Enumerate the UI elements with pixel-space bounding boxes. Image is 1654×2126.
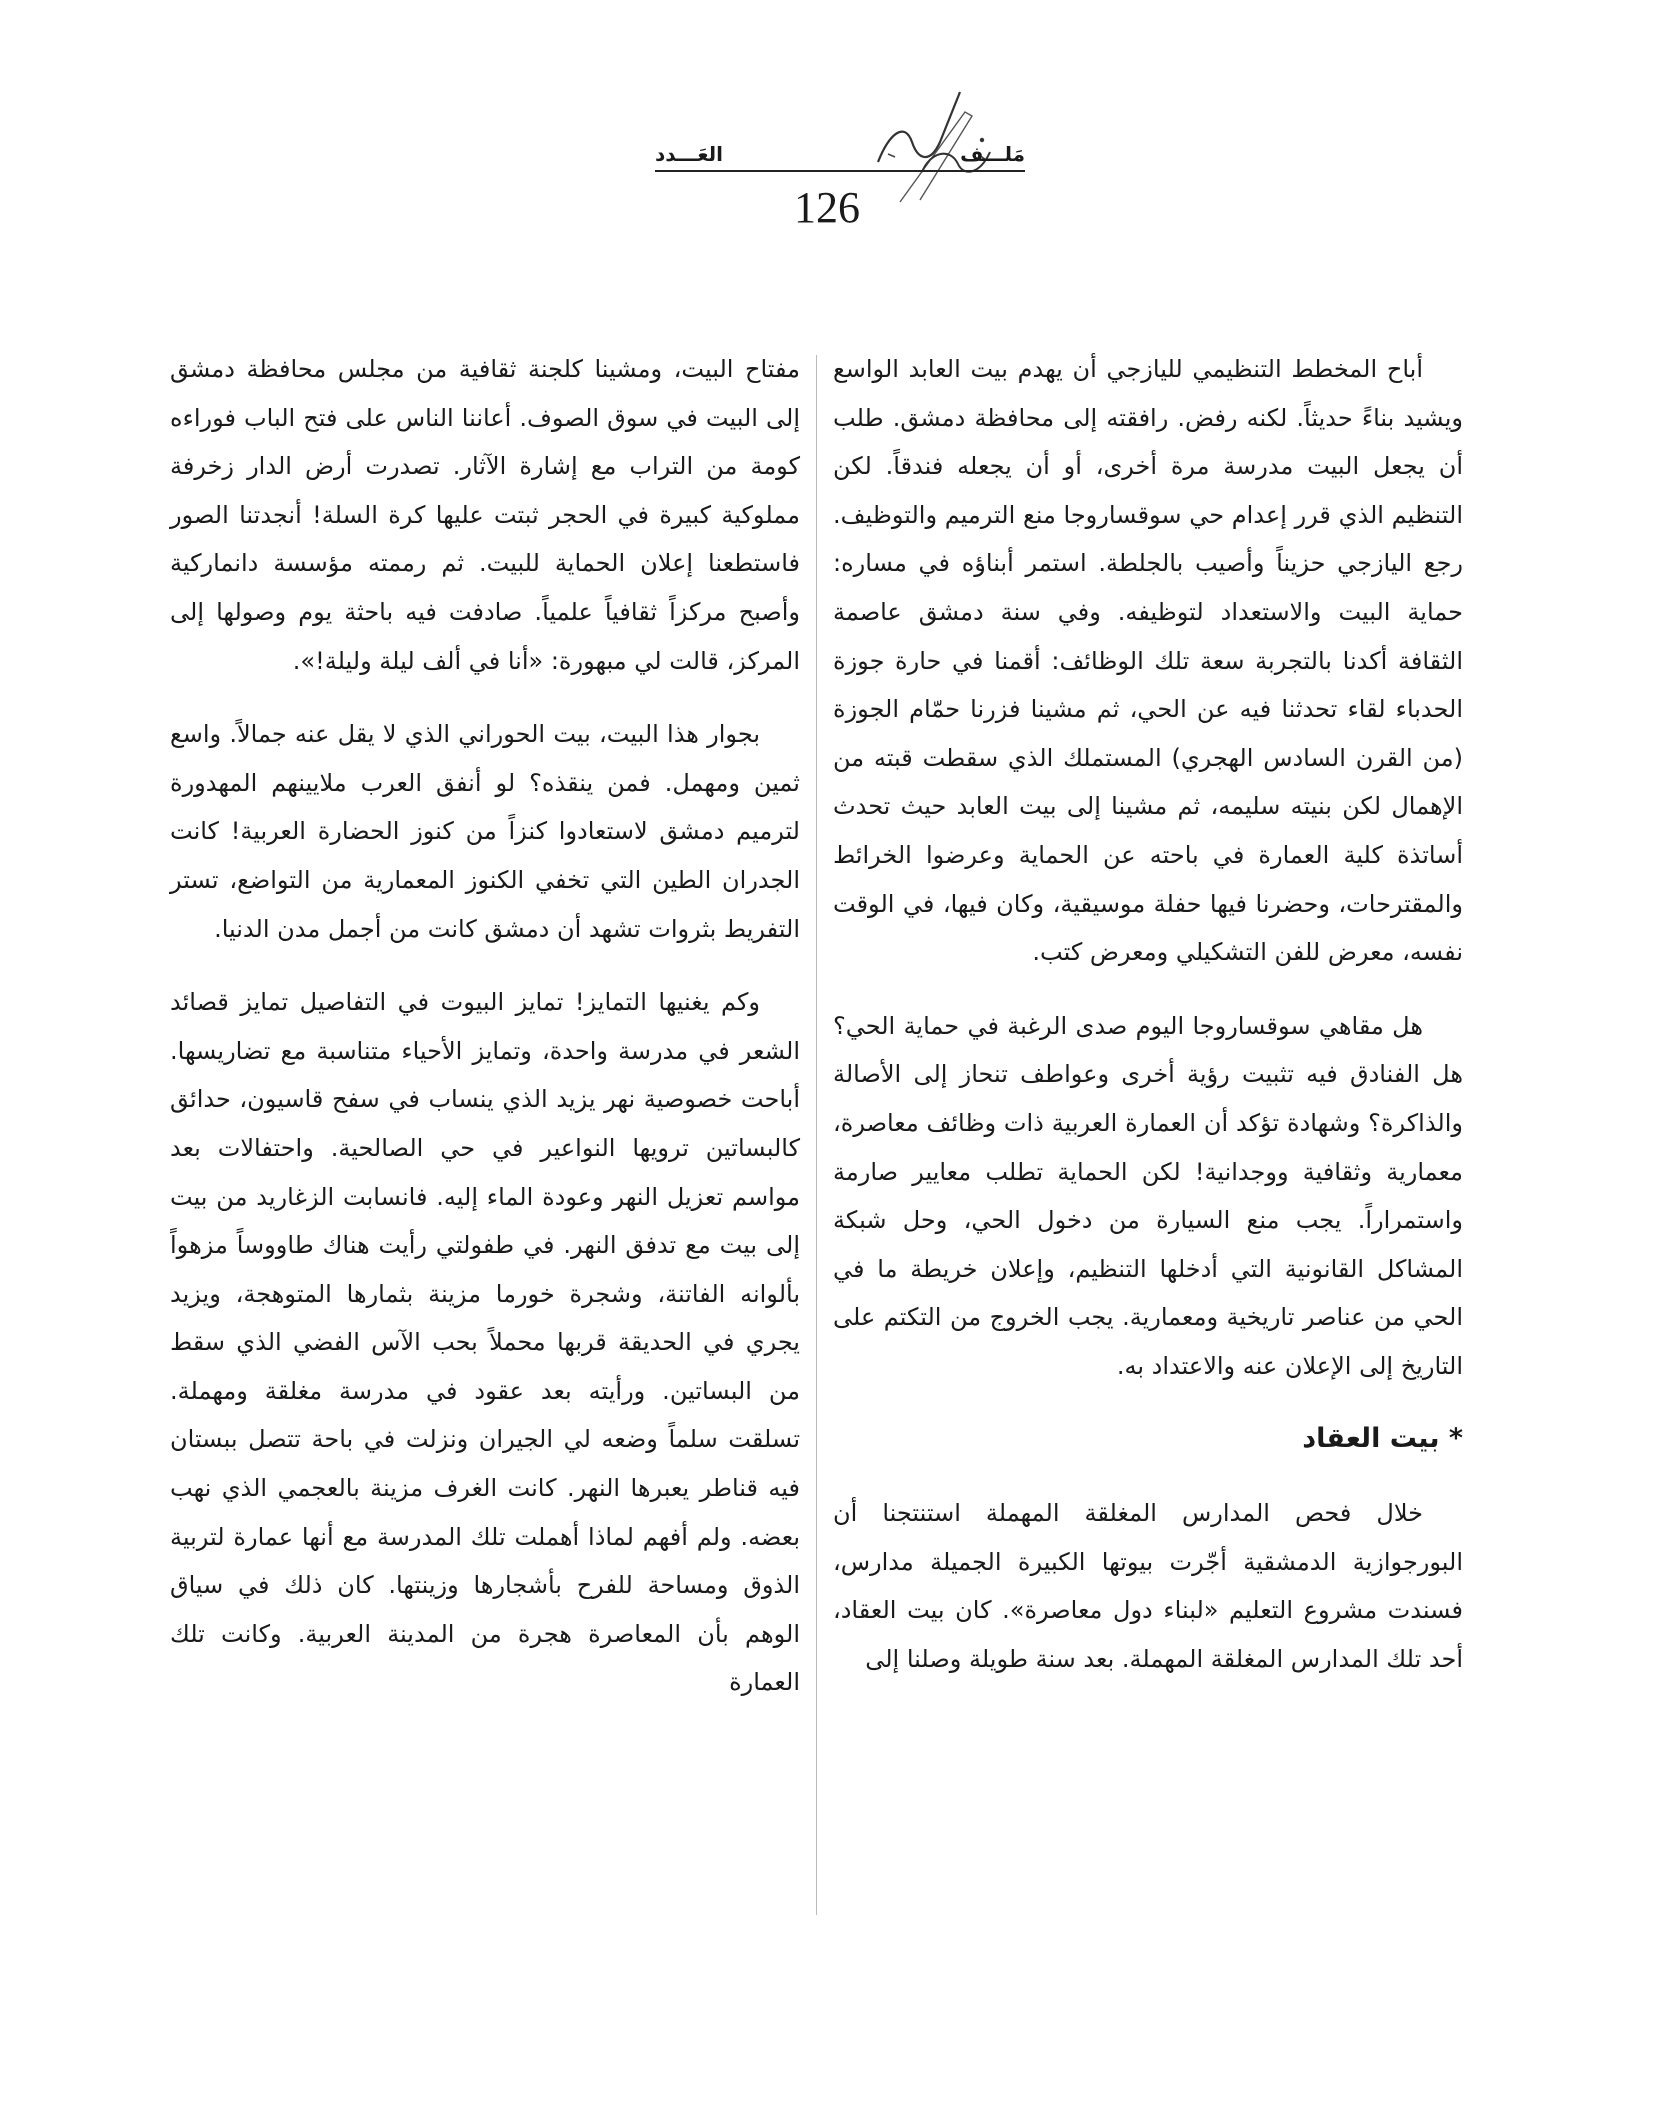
paragraph: أباح المخطط التنظيمي لليازجي أن يهدم بيت العابد الواسع ويشيد بناءً حديثاً. لكنه رفض. رافقته إلى محافظة دمشق. طلب أن يجعل البيت مدرسة مرة أخرى، أو أن يجعله فندقاً. لكن التنظيم الذي قرر إعدام حي سوقساروجا منع الترميم والتوظيف. رجع اليازجي حزيناً وأصيب بالجلطة. استمر أبناؤه في مساره: حماية البيت والاستعداد لتوظيفه. وفي سنة دمشق عاصمة الثقافة أكدنا بالتجربة سعة تلك الوظائف: أقمنا في حارة جوزة الحدباء لقاء تحدثنا فيه عن الحي، ثم مشينا فزرنا حمّام الجوزة (من القرن السادس الهجري) المستملك الذي سقطت قبته من الإهمال لكن بنيته سليمه، ثم مشينا إلى بيت العابد حيث تحدث أساتذة كلية العمارة في باحته عن الحماية وعرضوا الخرائط والمقترحات، وحضرنا فيها حفلة موسيقية، وكان فيها، في الوقت نفسه، معرض للفن التشكيلي ومعرض كتب. <box>833 355 1463 967</box>
page-number: 126 <box>794 183 860 232</box>
paragraph: خلال فحص المدارس المغلقة المهملة استنتجنا أن البورجوازية الدمشقية أجّرت بيوتها الكبيرة الجميلة مدارس، فسندت مشروع التعليم «لبناء دول معاصرة». كان بيت العقاد، أحد تلك المدارس المغلقة المهملة. بعد سنة طويلة وصلنا إلى <box>833 1499 1463 1673</box>
header-rule <box>655 170 1025 172</box>
issue-label: العَـــدد <box>655 142 723 166</box>
paragraph: هل مقاهي سوقساروجا اليوم صدى الرغبة في حماية الحي؟ هل الفنادق فيه تثبيت رؤية أخرى وعواطف تنحاز إلى الأصالة والذاكرة؟ وشهادة تؤكد أن العمارة العربية ذات وظائف معاصرة، معمارية وثقافية ووجدانية! لكن الحماية تطلب معايير صارمة واستمراراً. يجب منع السيارة من دخول الحي، وحل شبكة المشاكل القانونية التي أدخلها التنظيم، وإعلان خريطة ما في الحي من عناصر تاريخية ومعمارية. يجب الخروج من التكتم على التاريخ إلى الإعلان عنه والاعتداد به. <box>833 1011 1463 1380</box>
paragraph: وكم يغنيها التمايز! تمايز البيوت في التفاصيل تمايز قصائد الشعر في مدرسة واحدة، وتمايز الأحياء متناسبة مع تضاريسها. أباحت خصوصية نهر يزيد الذي ينساب في سفح قاسيون، حدائق كالبساتين ترويها النواعير في حي الصالحية. واحتفالات بعد مواسم تعزيل النهر وعودة الماء إليه. فانسابت الزغاريد من بيت إلى بيت مع تدفق النهر. في طفولتي رأيت هناك طاووساً مزهواً بألوانه الفاتنة، وشجرة خورما مزينة بثمارها المتوهجة، ويزيد يجري في الحديقة قربها محملاً بحب الآس الفضي الذي سقط من البساتين. ورأيته بعد عقود في مدرسة مغلقة ومهملة. تسلقت سلماً وضعه لي الجيران ونزلت في باحة تتصل ببستان فيه قناطر يعبرها النهر. كانت الغرف مزينة بالعجمي الذي نهب بعضه. ولم أفهم لماذا أهملت تلك المدرسة مع أنها عمارة لتربية الذوق ومساحة للفرح بأشجارها وزينتها. كان ذلك في سياق الوهم بأن المعاصرة هجرة من المدينة العربية. وكانت تلك العمارة <box>170 988 800 1697</box>
paragraph: مفتاح البيت، ومشينا كلجنة ثقافية من مجلس محافظة دمشق إلى البيت في سوق الصوف. أعاننا الناس على فتح الباب فوراءه كومة من التراب مع إشارة الآثار. تصدرت أرض الدار زخرفة مملوكية كبيرة في الحجر ثبتت عليها كرة السلة! أنجدتنا الصور فاستطعنا إعلان الحماية للبيت. ثم رممته مؤسسة دانماركية وأصبح مركزاً ثقافياً علمياً. صادفت فيه باحثة يوم وصولها إلى المركز، قالت لي مبهورة: «أنا في ألف ليلة وليلة!». <box>170 355 800 675</box>
page-header <box>0 0 1654 240</box>
section-subheading: * بيت العقاد <box>1302 1423 1463 1455</box>
paragraph: بجوار هذا البيت، بيت الحوراني الذي لا يقل عنه جمالاً. واسع ثمين ومهمل. فمن ينقذه؟ لو أنفق العرب ملايينهم المهدورة لترميم دمشق لاستعادوا كنزاً من كنوز الحضارة العربية! كانت الجدران الطين التي تخفي الكنوز المعمارية من التواضع، تستر التفريط بثروات تشهد أن دمشق كانت من أجمل مدن الدنيا. <box>170 720 800 943</box>
left-column <box>170 345 800 1707</box>
column-divider <box>816 355 817 1915</box>
section-label: مَلـــف <box>960 142 1025 166</box>
right-column <box>833 345 1463 1683</box>
